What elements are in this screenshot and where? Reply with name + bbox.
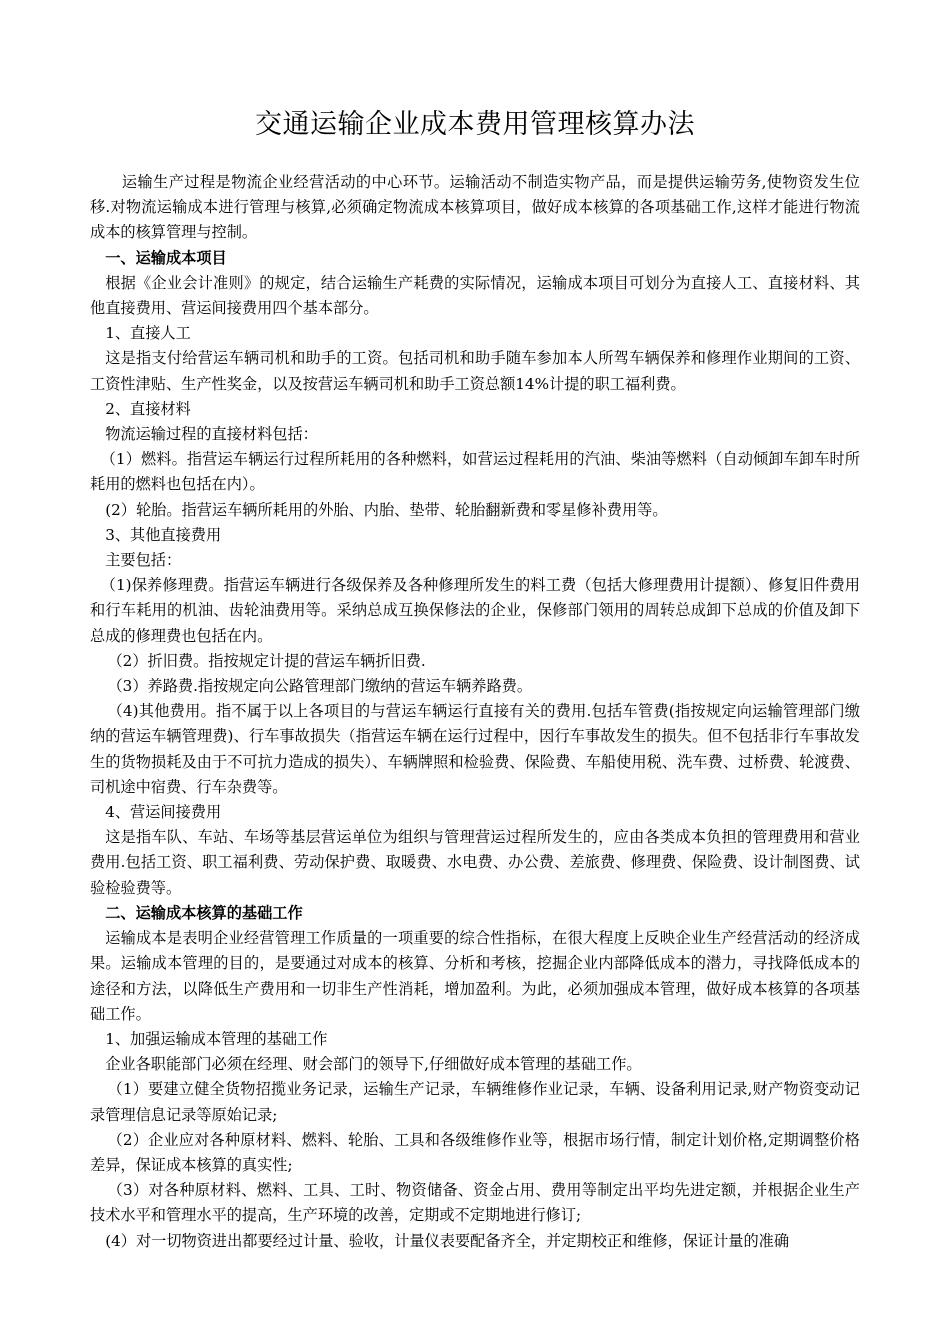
intro-paragraph: 运输生产过程是物流企业经营活动的中心环节。运输活动不制造实物产品，而是提供运输劳务,使物资发生位移.对物流运输成本进行管理与核算,必须确定物流成本核算项目，做好成本核算的各项基础工作,这样才能进行物流成本的核算管理与控制。 <box>90 173 860 242</box>
list-item: （3）对各种原材料、燃料、工具、工时、物资储备、资金占用、费用等制定出平均先进定额，并根据企业生产技术水平和管理水平的提高，生产环境的改善，定期或不定期地进行修订; <box>90 1181 860 1225</box>
list-item: （2）企业应对各种原材料、燃料、轮胎、工具和各级维修作业等，根据市场行情，制定计划价格,定期调整价格差异，保证成本核算的真实性; <box>90 1130 860 1174</box>
subheading: 3、其他直接费用 <box>105 525 222 544</box>
document-title: 交通运输企业成本费用管理核算办法 <box>255 109 695 140</box>
subheading: 4、营运间接费用 <box>105 803 222 822</box>
list-item: （1)保养修理费。指营运车辆进行各级保养及各种修理所发生的料工费（包括大修理费用计提额）、修复旧件费用和行车耗用的机油、齿轮油费用等。采纳总成互换保修法的企业，保修部门领用的周转总成卸下总成的价值及卸下总成的修理费也包括在内。 <box>90 576 860 645</box>
subheading: 1、直接人工 <box>105 324 191 343</box>
paragraph: 物流运输过程的直接材料包括： <box>105 425 318 444</box>
section-heading-2: 二、运输成本核算的基础工作 <box>105 903 303 922</box>
list-item: （4)其他费用。指不属于以上各项目的与营运车辆运行直接有关的费用.包括车管费(指按规定向运输管理部门缴纳的营运车辆管理费)、行车事故损失（指营运车辆在运行过程中，因行车事故发生的损失。但不包括非行车事故发生的货物损耗及由于不可抗力造成的损失）、车辆牌照和检验费、保险费、车船使用税、洗车费、过桥费、轮渡费、司机途中宿费、行车杂费等。 <box>90 702 860 796</box>
list-item: （1）要建立健全货物招揽业务记录，运输生产记录，车辆维修作业记录，车辆、设备利用记录,财产物资变动记录管理信息记录等原始记录; <box>90 1080 860 1124</box>
list-item: (2）轮胎。指营运车辆所耗用的外胎、内胎、垫带、轮胎翻新费和零星修补费用等。 <box>105 500 668 519</box>
paragraph: 这是指车队、车站、车场等基层营运单位为组织与管理营运过程所发生的，应由各类成本负担的管理费用和营业费用.包括工资、职工福利费、劳动保护费、取暖费、水电费、办公费、差旅费、修理费、保险费、设计制图费、试验检验费等。 <box>90 828 860 897</box>
list-item: (4）对一切物资进出都要经过计量、验收，计量仪表要配备齐全，并定期校正和维修，保证计量的准确 <box>105 1231 790 1250</box>
subheading: 1、加强运输成本管理的基础工作 <box>105 1029 328 1048</box>
list-item: （3）养路费.指按规定向公路管理部门缴纳的营运车辆养路费。 <box>107 677 533 696</box>
paragraph: 主要包括： <box>105 551 182 570</box>
list-item: （1）燃料。指营运车辆运行过程所耗用的各种燃料，如营运过程耗用的汽油、柴油等燃料（自动倾卸车卸车时所耗用的燃料也包括在内）。 <box>90 450 860 494</box>
paragraph: 企业各职能部门必须在经理、财会部门的领导下,仔细做好成本管理的基础工作。 <box>105 1055 642 1074</box>
section-heading-1: 一、运输成本项目 <box>105 248 227 267</box>
list-item: （2）折旧费。指按规定计提的营运车辆折旧费. <box>107 651 426 670</box>
subheading: 2、直接材料 <box>105 399 191 418</box>
paragraph: 运输成本是表明企业经营管理工作质量的一项重要的综合性指标，在很大程度上反映企业生产经营活动的经济成果。运输成本管理的目的，是要通过对成本的核算、分析和考核，挖掘企业内部降低成本的潜力，寻找降低成本的途径和方法，以降低生产费用和一切非生产性消耗，增加盈利。为此，必须加强成本管理，做好成本核算的各项基础工作。 <box>90 929 860 1023</box>
paragraph: 根据《企业会计准则》的规定，结合运输生产耗费的实际情况，运输成本项目可划分为直接人工、直接材料、其他直接费用、营运间接费用四个基本部分。 <box>90 273 860 318</box>
document-body <box>90 170 860 1254</box>
paragraph: 这是指支付给营运车辆司机和助手的工资。包括司机和助手随车参加本人所驾车辆保养和修理作业期间的工资、工资性津贴、生产性奖金，以及按营运车辆司机和助手工资总额14%计提的职工福利费。 <box>90 349 860 393</box>
